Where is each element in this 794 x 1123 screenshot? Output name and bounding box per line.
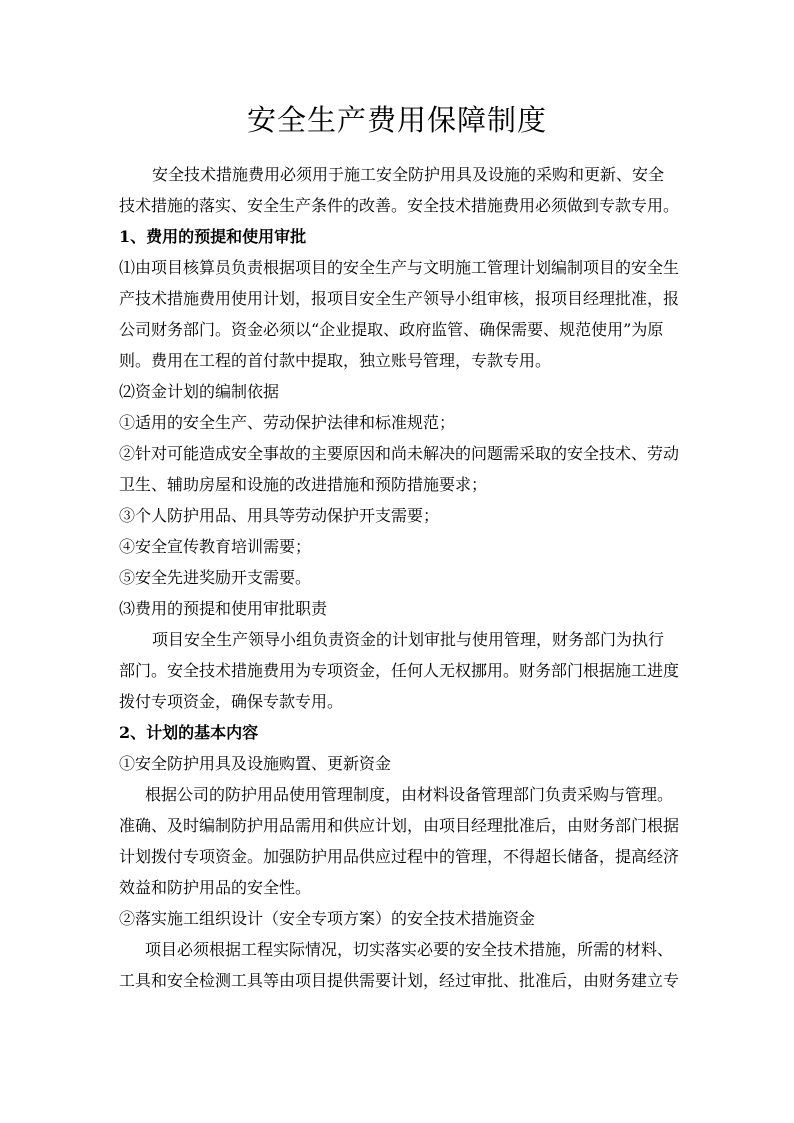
list-item: ④安全宣传教育培训需要；: [119, 537, 312, 556]
body-paragraph: 项目安全生产领导小组负责资金的计划审批与使用管理，财务部门为执行部门。安全技术措施费用为专项资金，任何人无权挪用。财务部门根据施工进度拨付专项资金，确保专款专用。: [119, 630, 680, 711]
body-paragraph: 项目必须根据工程实际情况，切实落实必要的安全技术措施，所需的材料、工具和安全检测工具等由项目提供需要计划，经过审批、批准后，由财务建立专: [119, 940, 680, 990]
list-item: ①适用的安全生产、劳动保护法律和标准规范；: [119, 413, 456, 432]
list-item: ⑤安全先进奖励开支需要。: [119, 568, 312, 587]
section-heading-1: 1、费用的预提和使用审批: [119, 227, 307, 246]
paragraph-item-3: ⑶费用的预提和使用审批职责: [119, 599, 328, 618]
list-item: ①安全防护用具及设施购置、更新资金: [119, 754, 392, 773]
list-item: ②落实施工组织设计（安全专项方案）的安全技术措施资金: [119, 909, 536, 928]
body-paragraph: 根据公司的防护用品使用管理制度，由材料设备管理部门负责采购与管理。准确、及时编制防护用品需用和供应计划，由项目经理批准后，由财务部门根据计划拨付专项资金。加强防护用品供应过程中的管理，不得超长储备，提高经济效益和防护用品的安全性。: [119, 785, 680, 897]
intro-paragraph: 安全技术措施费用必须用于施工安全防护用具及设施的采购和更新、安全技术措施的落实、安全生产条件的改善。安全技术措施费用必须做到专款专用。: [119, 165, 680, 215]
paragraph-item-2: ⑵资金计划的编制依据: [119, 382, 280, 401]
section-heading-2: 2、计划的基本内容: [119, 723, 259, 742]
document-title: 安全生产费用保障制度: [246, 103, 547, 137]
list-item: ②针对可能造成安全事故的主要原因和尚未解决的问题需采取的安全技术、劳动卫生、辅助房屋和设施的改进措施和预防措施要求；: [119, 444, 680, 494]
paragraph-item-1: ⑴由项目核算员负责根据项目的安全生产与文明施工管理计划编制项目的安全生产技术措施费用使用计划，报项目安全生产领导小组审核，报项目经理批准，报公司财务部门。资金必须以“企业提取、政府监管、确保需要、规范使用”为原则。费用在工程的首付款中提取，独立账号管理，专款专用。: [119, 258, 680, 370]
list-item: ③个人防护用品、用具等劳动保护开支需要；: [119, 506, 440, 525]
document-body: [119, 159, 679, 996]
